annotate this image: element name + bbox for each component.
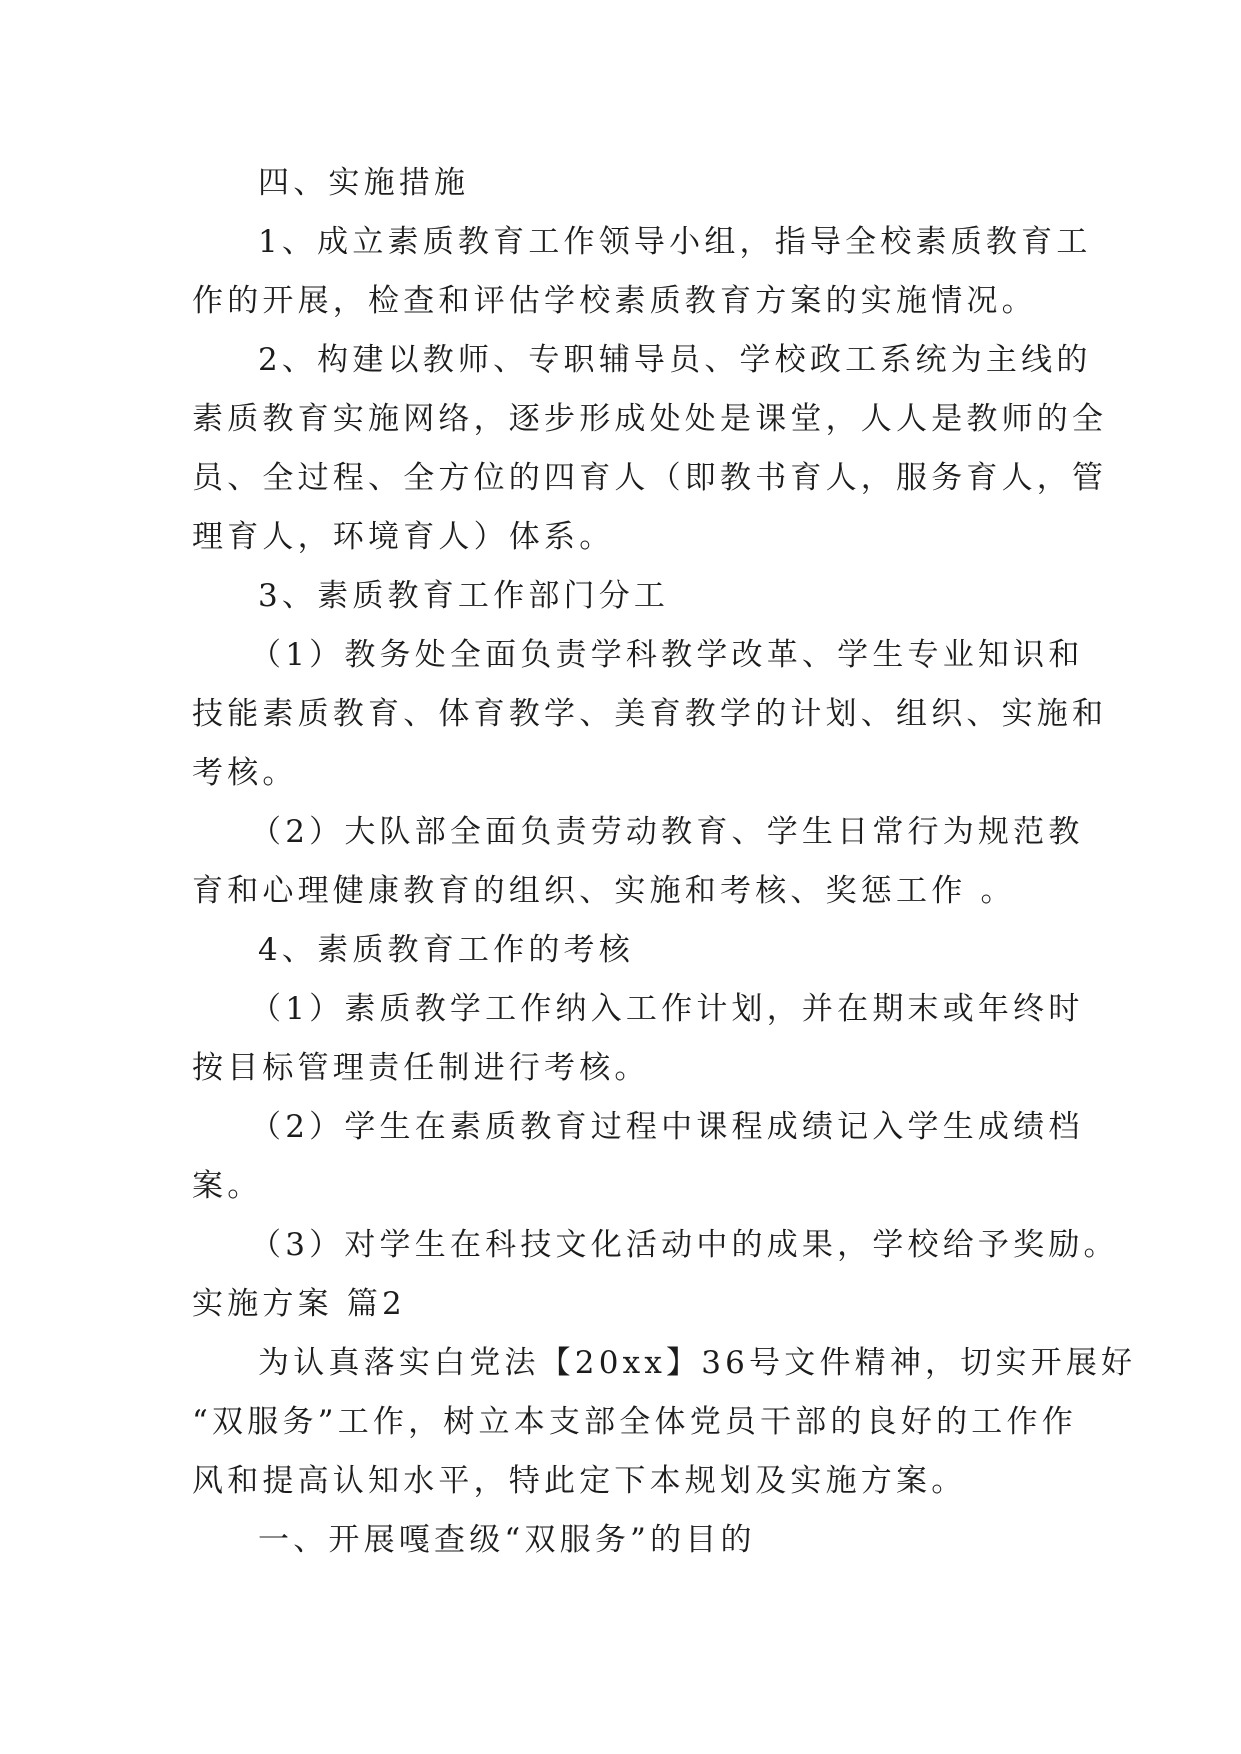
section-heading-purpose: 一、开展嘎查级“双服务”的目的 bbox=[258, 1522, 756, 1558]
paragraph-line: 风和提高认知水平，特此定下本规划及实施方案。 bbox=[192, 1463, 967, 1499]
section-title-plan-2: 实施方案 篇2 bbox=[192, 1286, 406, 1322]
paragraph-line: 员、全过程、全方位的四育人（即教书育人，服务育人，管 bbox=[192, 460, 1108, 496]
subheading-assessment: 4、素质教育工作的考核 bbox=[258, 932, 634, 968]
paragraph-line: 考核。 bbox=[192, 755, 298, 791]
section-heading-implementation-measures: 四、实施措施 bbox=[258, 165, 470, 201]
paragraph-line: （1）素质教学工作纳入工作计划，并在期末或年终时 bbox=[250, 991, 1084, 1027]
paragraph-line: 1、成立素质教育工作领导小组，指导全校素质教育工 bbox=[258, 224, 1092, 260]
paragraph-line: （3）对学生在科技文化活动中的成果，学校给予奖励。 bbox=[250, 1227, 1119, 1263]
paragraph-line: 技能素质教育、体育教学、美育教学的计划、组织、实施和 bbox=[192, 696, 1108, 732]
paragraph-line: （2）学生在素质教育过程中课程成绩记入学生成绩档 bbox=[250, 1109, 1084, 1145]
paragraph-line: 案。 bbox=[192, 1168, 263, 1204]
paragraph-line: 育和心理健康教育的组织、实施和考核、奖惩工作 。 bbox=[192, 873, 1016, 909]
paragraph-line: 理育人，环境育人）体系。 bbox=[192, 519, 615, 555]
paragraph-line: 为认真落实白党法【20xx】36号文件精神，切实开展好 bbox=[258, 1345, 1137, 1381]
paragraph-line: 按目标管理责任制进行考核。 bbox=[192, 1050, 650, 1086]
paragraph-line: （2）大队部全面负责劳动教育、学生日常行为规范教 bbox=[250, 814, 1084, 850]
paragraph-line: 作的开展，检查和评估学校素质教育方案的实施情况。 bbox=[192, 283, 1037, 319]
subheading-division-of-work: 3、素质教育工作部门分工 bbox=[258, 578, 670, 614]
paragraph-line: 2、构建以教师、专职辅导员、学校政工系统为主线的 bbox=[258, 342, 1092, 378]
paragraph-line: （1）教务处全面负责学科教学改革、学生专业知识和 bbox=[250, 637, 1084, 673]
document-body bbox=[192, 154, 1137, 1570]
paragraph-line: 素质教育实施网络，逐步形成处处是课堂，人人是教师的全 bbox=[192, 401, 1108, 437]
paragraph-line: “双服务”工作，树立本支部全体党员干部的良好的工作作 bbox=[192, 1404, 1077, 1440]
